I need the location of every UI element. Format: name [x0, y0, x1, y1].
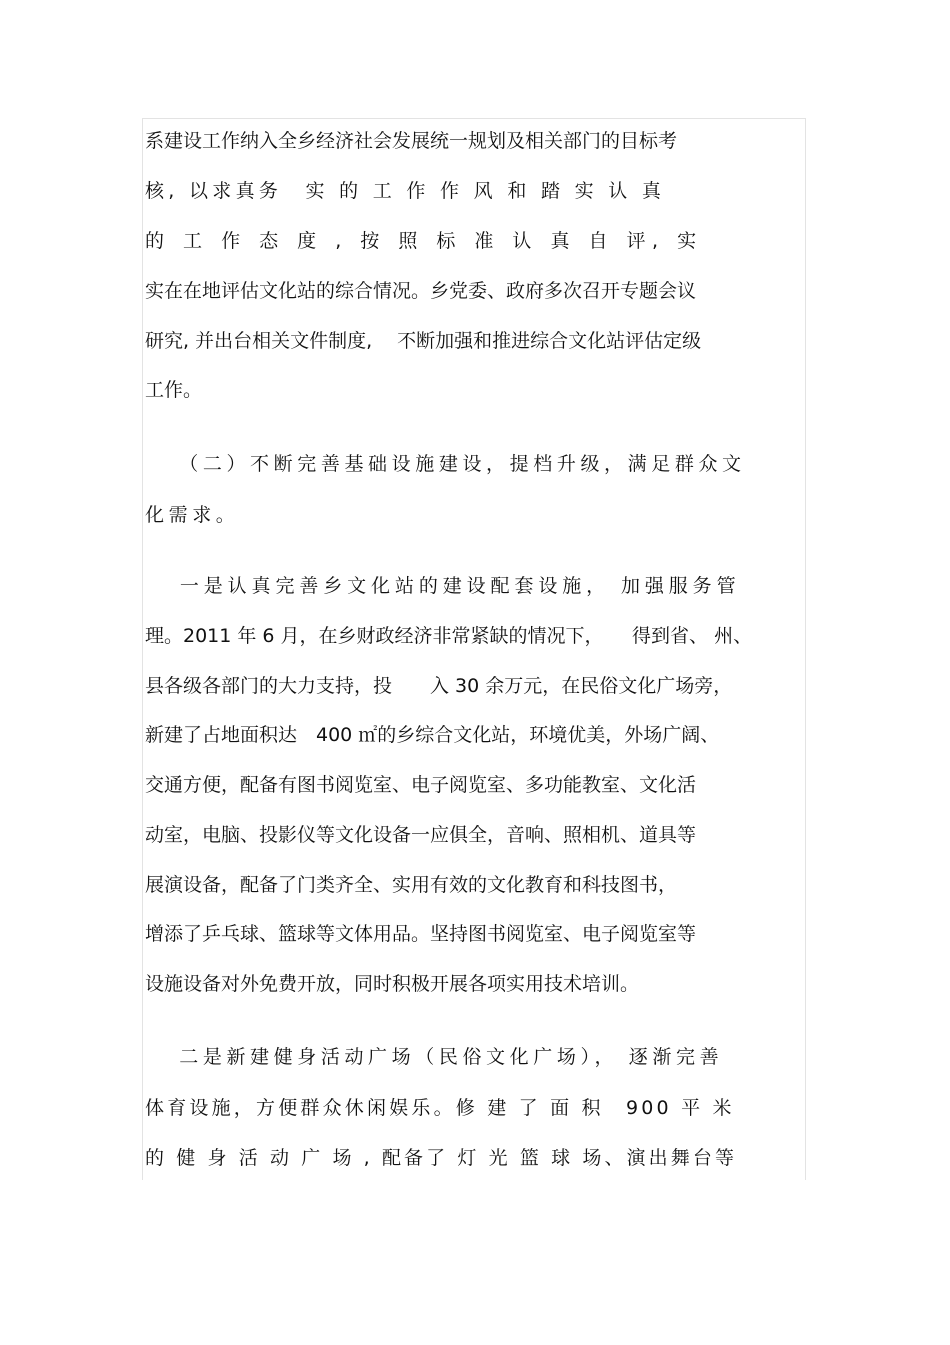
text-line: 展演设备，配备了门类齐全、实用有效的文化教育和科技图书， [145, 874, 678, 896]
text-line: 县各级各部门的大力支持，投 入 30 余万元，在民俗文化广场旁， [145, 675, 733, 697]
text-line: 核, 以求真务 实 的 工 作 作 风 和 踏 实 认 真 [145, 180, 666, 202]
text-line: 增添了乒乓球、篮球等文体用品。坚持图书阅览室、电子阅览室等 [145, 923, 697, 945]
text-line: 系建设工作纳入全乡经济社会发展统一规划及相关部门的目标考 [145, 130, 678, 152]
text-line: 新建了占地面积达 400 ㎡的乡综合文化站，环境优美，外场广阔、 [145, 724, 720, 746]
text-line: 的 工 作 态 度 , 按 照 标 准 认 真 自 评, 实 [145, 230, 703, 252]
text-line: 研究, 并出台相关文件制度, 不断加强和推进综合文化站评估定级 [145, 330, 702, 352]
text-line: 的 健 身 活 动 广 场 , 配备了 灯 光 篮 球 场、演出舞台等 [145, 1147, 738, 1169]
text-line: 工作。 [145, 379, 203, 401]
text-line: 动室，电脑、投影仪等文化设备一应俱全，音响、照相机、道具等 [145, 824, 697, 846]
text-line: 一是认真完善乡文化站的建设配套设施， 加强服务管 [145, 575, 741, 597]
text-line: （二）不断完善基础设施建设，提档升级，满足群众文 [145, 453, 746, 475]
text-line: 化需求。 [145, 504, 240, 526]
text-line: 交通方便，配备有图书阅览室、电子阅览室、多功能教室、文化活 [145, 774, 697, 796]
text-line: 理。2011 年 6 月，在乡财政经济非常紧缺的情况下， 得到省、 州、 [145, 625, 753, 647]
text-line: 体育设施，方便群众休闲娱乐。修 建 了 面 积 900 平 米 [145, 1097, 735, 1119]
text-line: 设施设备对外免费开放，同时积极开展各项实用技术培训。 [145, 973, 640, 995]
text-line: 二是新建健身活动广场（民俗文化广场）， 逐渐完善 [145, 1046, 724, 1068]
page-frame [142, 118, 806, 1180]
text-line: 实在在地评估文化站的综合情况。乡党委、政府多次召开专题会议 [145, 280, 697, 302]
